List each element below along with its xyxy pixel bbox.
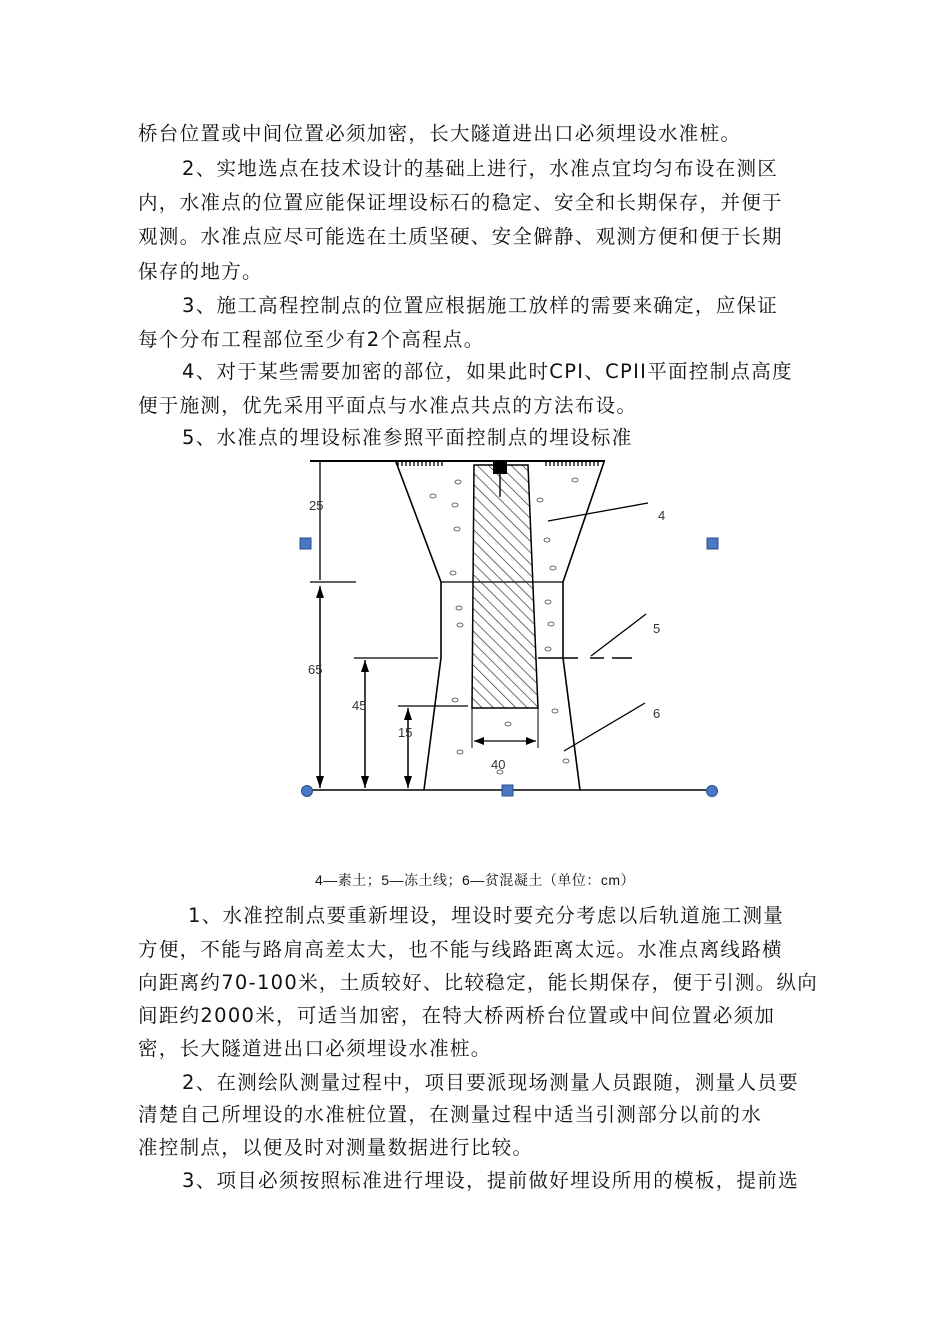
callout-4: 4 [658,508,666,523]
text-line: 每个分布工程部位至少有2个高程点。 [138,328,485,351]
text-line: 3、施工高程控制点的位置应根据施工放样的需要来确定，应保证 [182,294,779,317]
text-line: 观测。水准点应尽可能选在土质坚硬、安全僻静、观测方便和便于长期 [138,225,783,248]
text-line: 4、对于某些需要加密的部位，如果此时CPI、CPII平面控制点高度 [182,360,793,383]
text-line: 2、实地选点在技术设计的基础上进行，水准点宜均匀布设在测区 [182,157,779,180]
callout-6: 6 [653,706,661,721]
resize-handle-bottom-right[interactable] [707,786,718,797]
text-line: 1、水准控制点要重新埋设，埋设时要充分考虑以后轨道施工测量 [188,904,785,927]
dim-label-40: 40 [491,757,506,772]
text-line: 方便，不能与路肩高差太大，也不能与线路距离太远。水准点离线路横 [138,938,783,961]
dim-label-25: 25 [309,498,324,513]
benchmark-marker [493,462,507,474]
text-line: 3、项目必须按照标准进行埋设，提前做好埋设所用的模板，提前选 [182,1169,799,1192]
benchmark-burial-diagram [290,455,730,805]
text-line: 便于施测，优先采用平面点与水准点共点的方法布设。 [138,394,638,417]
resize-handle-bottom-left[interactable] [302,786,313,797]
text-line: 桥台位置或中间位置必须加密，长大隧道进出口必须埋设水准桩。 [138,122,742,145]
resize-handle-left[interactable] [300,538,311,549]
text-line: 保存的地方。 [138,260,263,283]
text-line: 内，水准点的位置应能保证埋设标石的稳定、安全和长期保存，并便于 [138,191,783,214]
text-line: 5、水准点的埋设标准参照平面控制点的埋设标准 [182,426,633,449]
concrete-pile [472,465,538,708]
text-line: 准控制点，以便及时对测量数据进行比较。 [138,1136,534,1159]
text-line: 清楚自己所埋设的水准桩位置，在测量过程中适当引测部分以前的水 [138,1103,763,1126]
dim-label-65: 65 [308,662,323,677]
dim-label-45: 45 [352,698,367,713]
text-line: 2、在测绘队测量过程中，项目要派现场测量人员跟随，测量人员要 [182,1071,799,1094]
figure-caption: 4—素土；5—冻土线；6—贫混凝土（单位：cm） [314,872,636,888]
text-line: 向距离约70-100米，土质较好、比较稳定，能长期保存，便于引测。纵向 [138,971,819,994]
text-line: 间距约2000米，可适当加密，在特大桥两桥台位置或中间位置必须加 [138,1004,776,1027]
callout-5: 5 [653,621,661,636]
resize-handle-bottom[interactable] [502,785,513,796]
dim-label-15: 15 [398,725,413,740]
text-line: 密，长大隧道进出口必须埋设水准桩。 [138,1037,492,1060]
resize-handle-right[interactable] [707,538,718,549]
